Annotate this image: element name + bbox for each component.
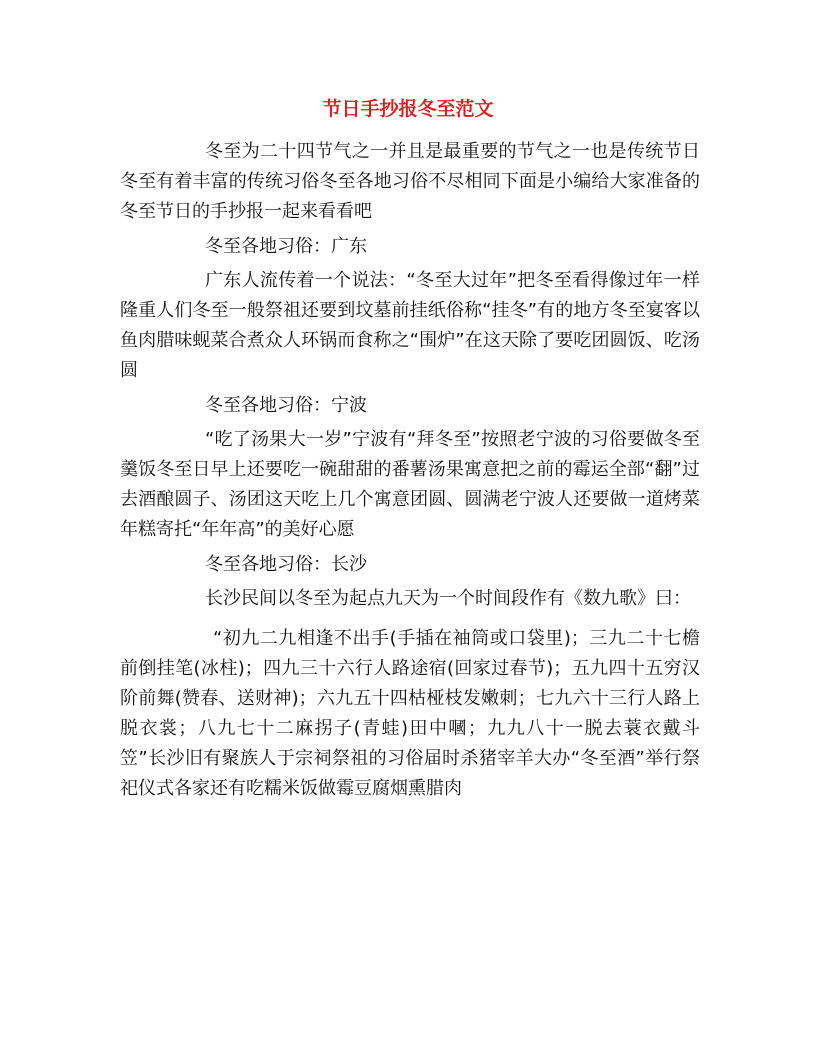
intro-paragraph: 冬至为二十四节气之一并且是最重要的节气之一也是传统节日冬至有着丰富的传统习俗冬至各地习俗不尽相同下面是小编给大家准备的冬至节日的手抄报一起来看看吧 [120, 141, 700, 222]
shujiuge-quote-paragraph: “初九二九相逢不出手(手插在袖筒或口袋里)；三九二十七檐前倒挂笔(冰柱)；四九三十六行人路途宿(回家过春节)；五九四十五穷汉阶前舞(赞春、送财神)；六九五十四枯桠枝发嫩刺；七九六十三行人路上脱衣裳；八九七十二麻拐子(青蛙)田中嘓；九九八十一脱去蓑衣戴斗笠”长沙旧有聚族人于宗祠祭祖的习俗届时杀猪宰羊大办“冬至酒”举行祭祀仪式各家还有吃糯米饭做霉豆腐烟熏腊肉 [120, 628, 700, 799]
document-body [120, 137, 700, 809]
guangdong-paragraph: 广东人流传着一个说法：“冬至大过年”把冬至看得像过年一样隆重人们冬至一般祭祖还要到坟墓前挂纸俗称“挂冬”有的地方冬至宴客以鱼肉腊味蚬菜合煮众人环锅而食称之“围炉”在这天除了要吃团圆饭、吃汤圆 [120, 270, 700, 381]
ningbo-paragraph: “吃了汤果大一岁”宁波有“拜冬至”按照老宁波的习俗要做冬至羹饭冬至日早上还要吃一碗甜甜的番薯汤果寓意把之前的霉运全部“翻”过去酒酿圆子、汤团这天吃上几个寓意团圆、圆满老宁波人还要做一道烤菜年糕寄托“年年高”的美好心愿 [120, 429, 700, 540]
section-heading-ningbo: 冬至各地习俗：宁波 [205, 394, 367, 416]
document-title: 节日手抄报冬至范文 [322, 98, 494, 120]
section-heading-changsha: 冬至各地习俗：长沙 [205, 553, 367, 575]
changsha-paragraph: 长沙民间以冬至为起点九天为一个时间段作有《数九歌》曰： [205, 588, 691, 609]
section-heading-guangdong: 冬至各地习俗：广东 [205, 235, 367, 257]
